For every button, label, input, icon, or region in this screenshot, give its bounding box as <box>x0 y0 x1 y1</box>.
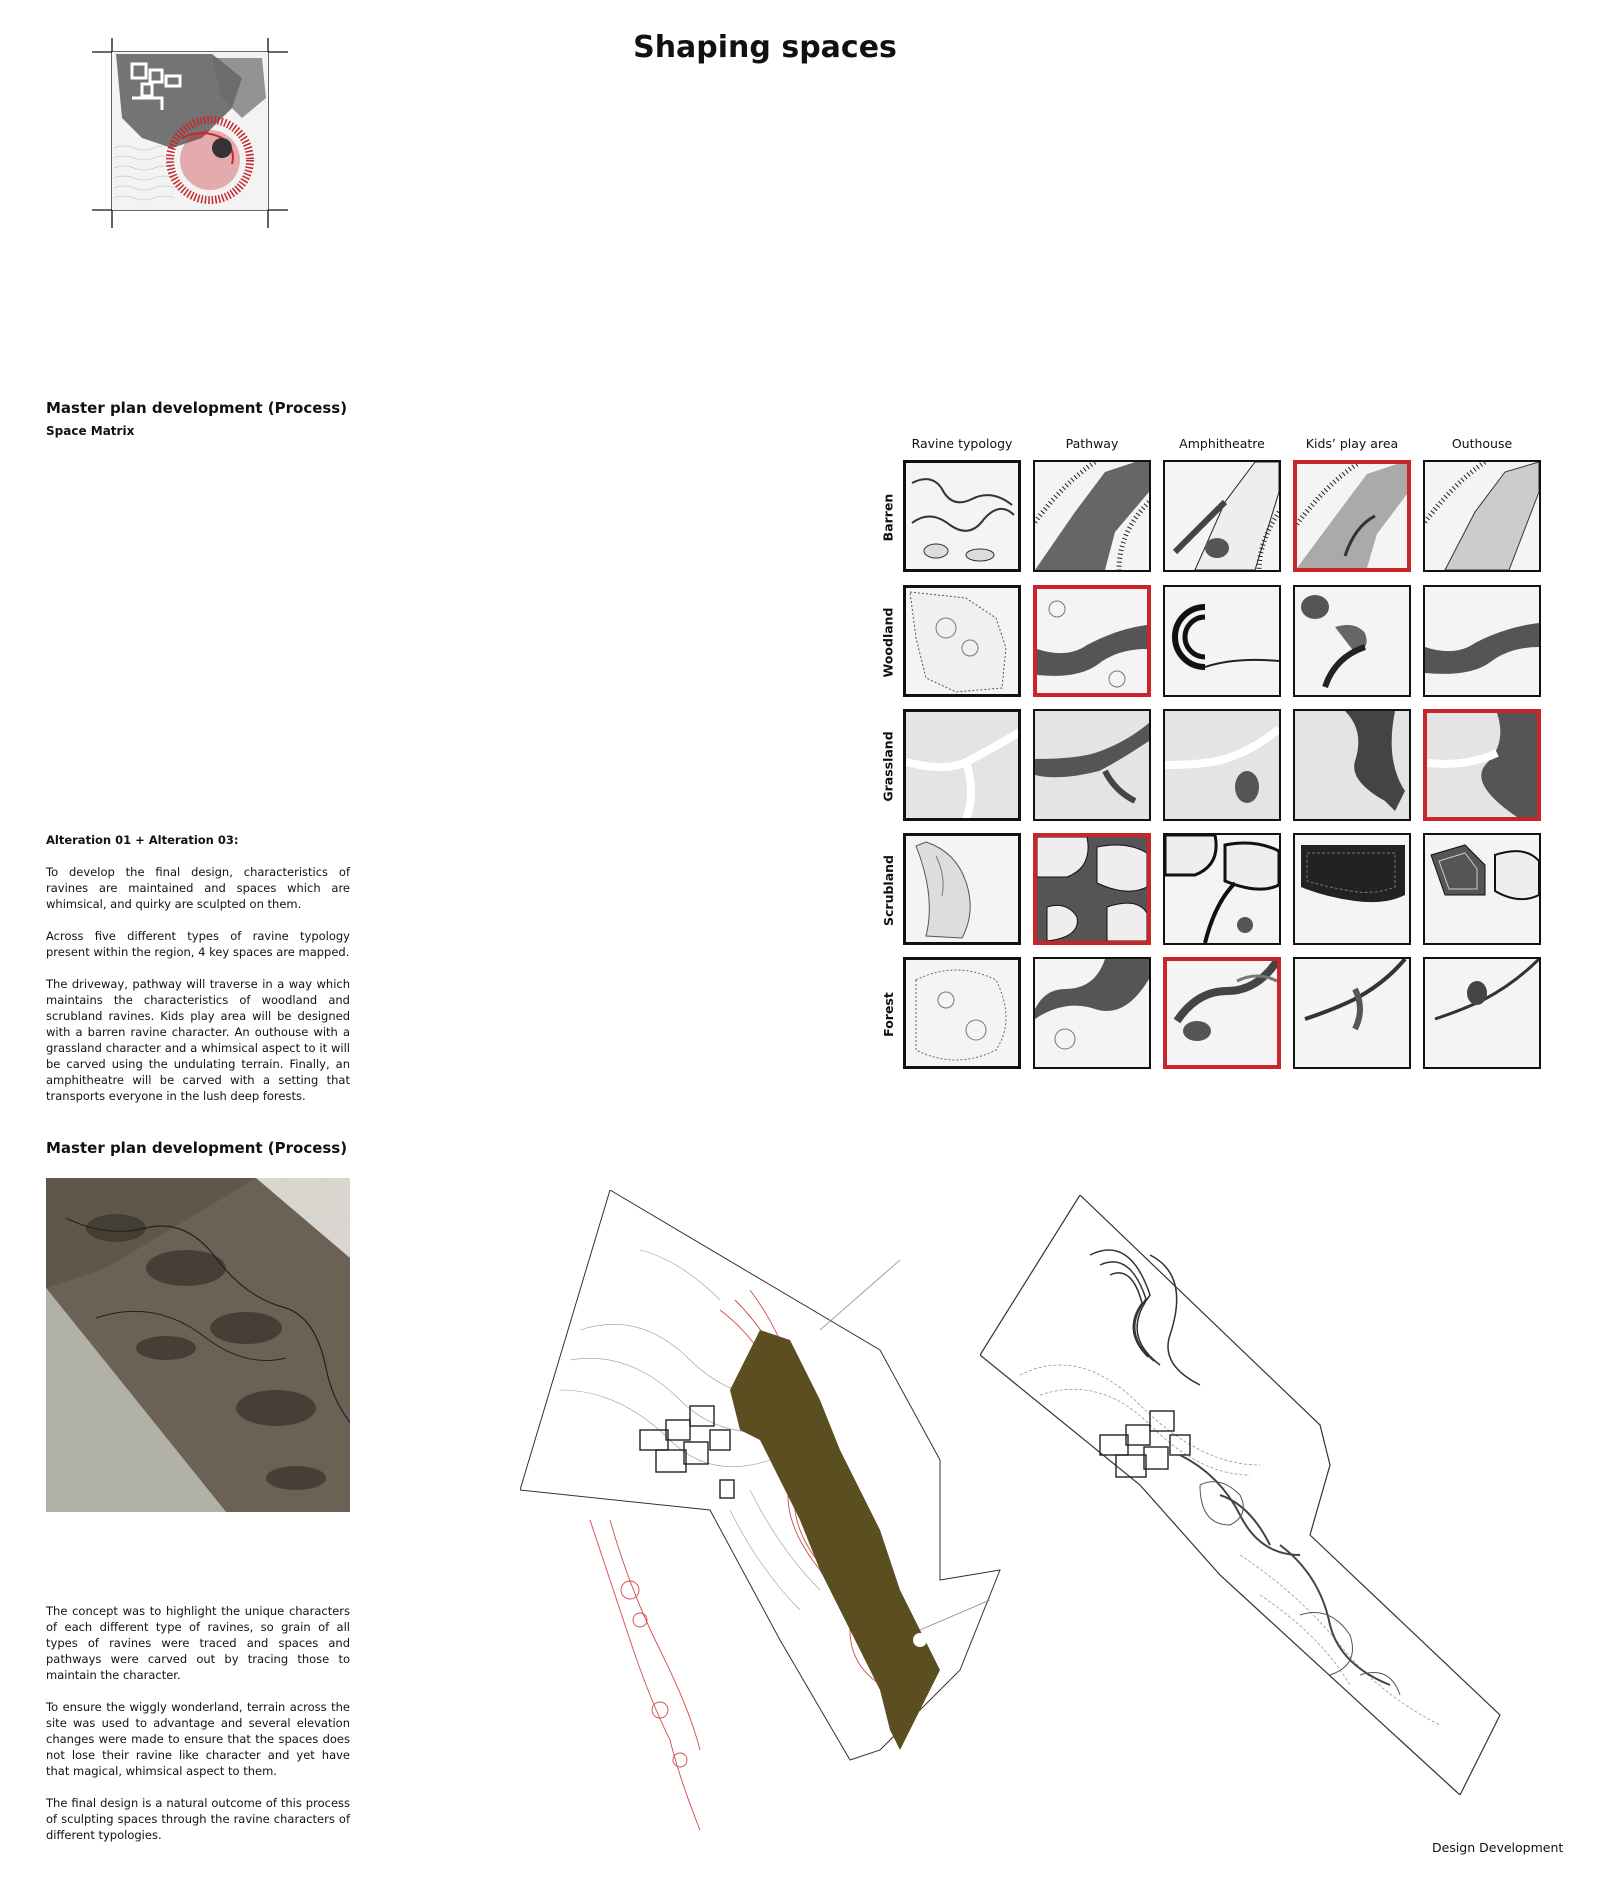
matrix-cell <box>1293 585 1411 697</box>
matrix-cell <box>903 460 1021 572</box>
matrix-cell <box>1293 957 1411 1069</box>
concept-paragraph: To ensure the wiggly wonderland, terrain across the site was used to advantage and several elevation changes were made to ensure that the spaces does not lose their ravine like character and yet have that magical, whimsical aspect to them. <box>46 1700 350 1778</box>
matrix-cell <box>1293 833 1411 945</box>
matrix-cell <box>1423 585 1541 697</box>
matrix-cell <box>1163 585 1281 697</box>
section1-subheading: Space Matrix <box>46 424 135 438</box>
matrix-cell-highlighted <box>1293 460 1411 572</box>
matrix-cell <box>1033 460 1151 572</box>
aerial-photo <box>46 1178 350 1512</box>
section1-heading: Master plan development (Process) <box>46 399 348 417</box>
matrix-column-header: Pathway <box>1065 436 1119 451</box>
footer-label: Design Development <box>1432 1840 1564 1855</box>
matrix-row-header: Scrubland <box>880 854 896 926</box>
matrix-cell-highlighted <box>1163 957 1281 1069</box>
matrix-cell <box>1163 709 1281 821</box>
matrix-column-header: Amphitheatre <box>1179 436 1265 451</box>
matrix-cell <box>1423 957 1541 1069</box>
matrix-cell <box>1163 833 1281 945</box>
site-key-thumbnail <box>92 38 288 228</box>
matrix-cell-highlighted <box>1033 833 1151 945</box>
matrix-cell <box>1423 460 1541 572</box>
matrix-cell <box>1033 957 1151 1069</box>
matrix-column-header: Outhouse <box>1451 436 1513 451</box>
matrix-cell <box>1163 460 1281 572</box>
page-title: Shaping spaces <box>633 30 897 65</box>
matrix-column-header: Ravine typology <box>911 436 1013 451</box>
matrix-cell <box>1033 709 1151 821</box>
concept-paragraph: The concept was to highlight the unique characters of each different type of ravines, so grain of all types of ravines were traced and spaces and pathways were carved out by tracing those to maintain the character. <box>46 1604 350 1682</box>
matrix-cell <box>903 833 1021 945</box>
matrix-cell <box>1423 833 1541 945</box>
matrix-cell <box>903 709 1021 821</box>
alteration-lead: Alteration 01 + Alteration 03: <box>46 833 239 847</box>
matrix-row-header: Barren <box>880 493 896 541</box>
final-master-plan <box>980 1195 1520 1795</box>
section2-heading: Master plan development (Process) <box>46 1139 348 1157</box>
concept-text <box>46 1603 350 1859</box>
alteration-paragraph: The driveway, pathway will traverse in a way which maintains the characteristics of woodland and scrubland ravines. Kids play area will be designed with a barren ravine character. An outhouse with a grassland character and a whimsical aspect to it will be carved using the undulating terrain. Finally, an amphitheatre will be carved with a setting that transports everyone in the lush deep forests. <box>46 977 350 1103</box>
alteration-paragraph: To develop the final design, characteristics of ravines are maintained and spaces which are whimsical, and quirky are sculpted on them. <box>46 865 350 911</box>
matrix-cell <box>903 585 1021 697</box>
matrix-cell-highlighted <box>1423 709 1541 821</box>
matrix-cell <box>1293 709 1411 821</box>
matrix-row-header: Grassland <box>880 730 896 802</box>
alteration-text <box>46 832 350 1120</box>
matrix-row-header: Forest <box>880 991 896 1037</box>
matrix-cell-highlighted <box>1033 585 1151 697</box>
matrix-row-header: Woodland <box>880 606 896 678</box>
alteration-paragraph: Across five different types of ravine typology present within the region, 4 key spaces are mapped. <box>46 929 350 959</box>
matrix-cell <box>903 957 1021 1069</box>
matrix-column-header: Kids’ play area <box>1305 436 1399 451</box>
concept-paragraph: The final design is a natural outcome of this process of sculpting spaces through the ravine characters of different typologies. <box>46 1796 350 1842</box>
